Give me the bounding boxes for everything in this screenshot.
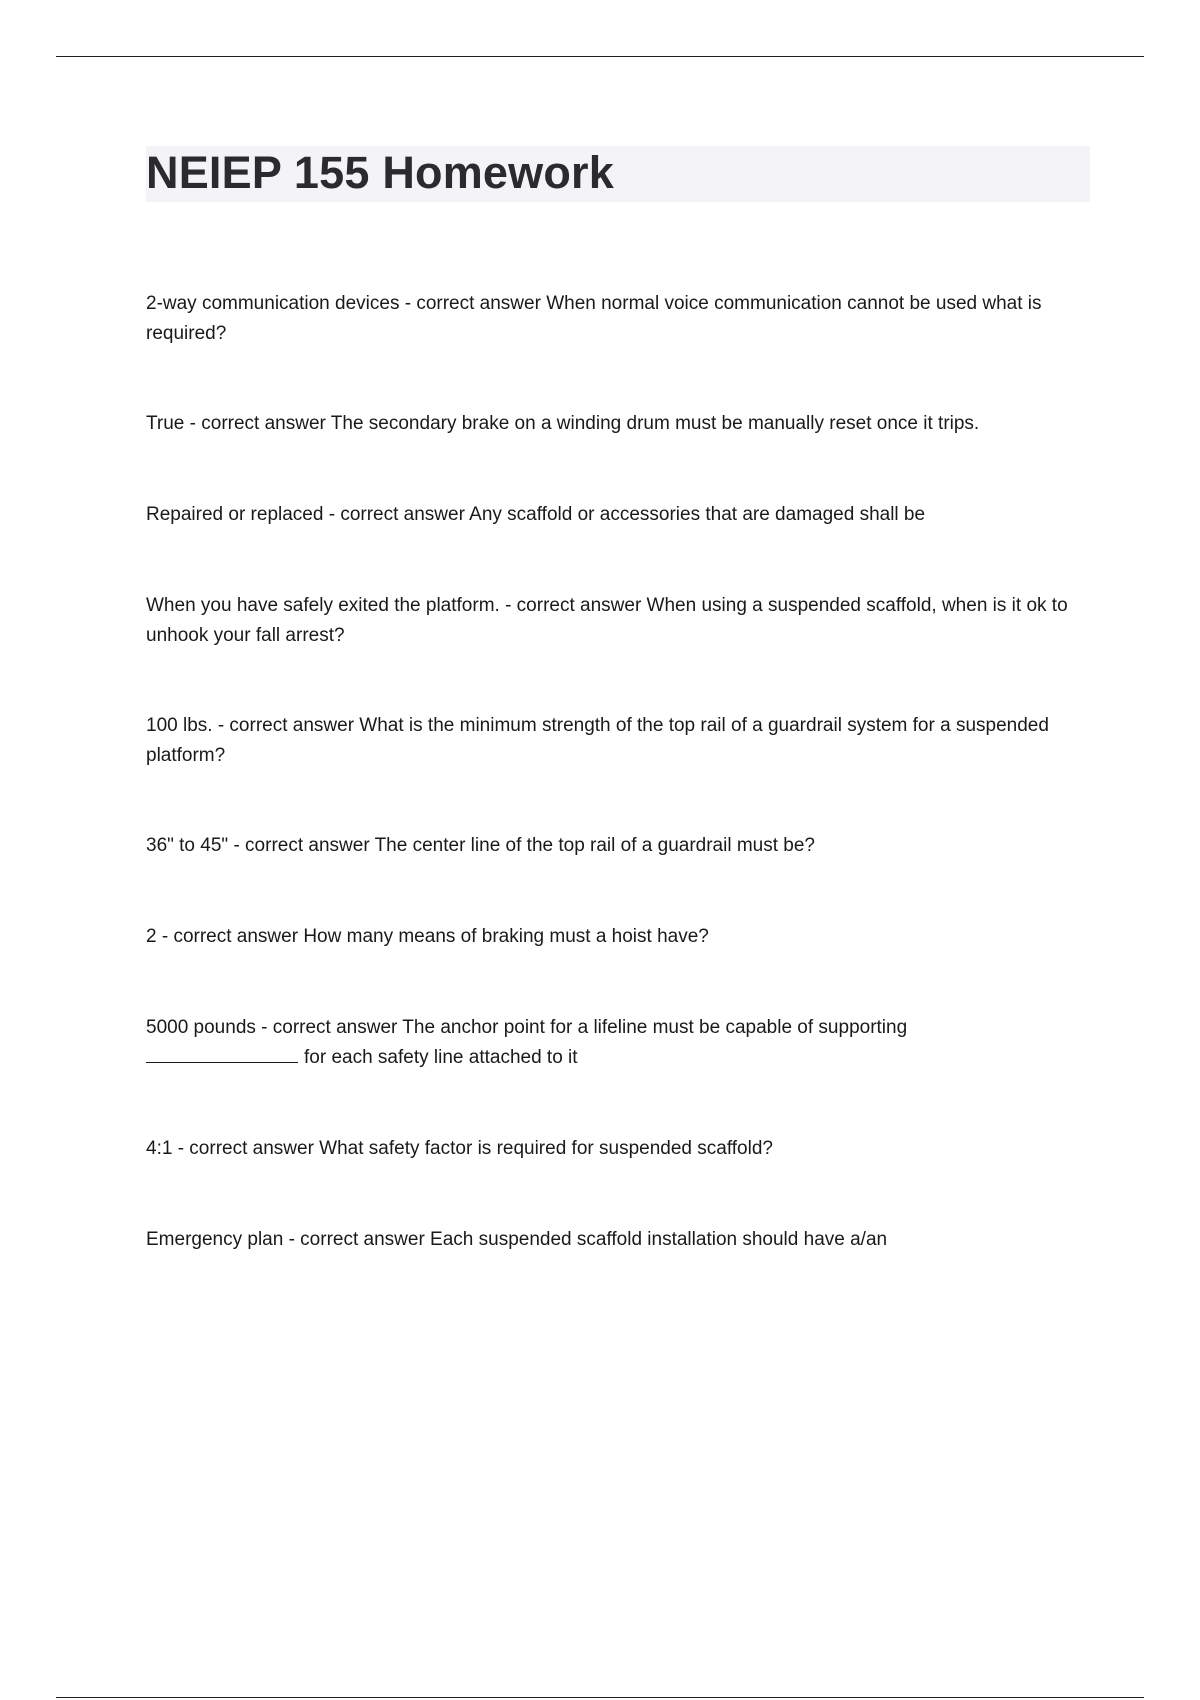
qa-item-line <box>146 1043 1096 1073</box>
header-rule <box>56 56 1144 57</box>
qa-item-line: 5000 pounds - correct answer The anchor point for a lifeline must be capable of supporting <box>146 1017 908 1038</box>
answer-blank <box>146 1044 298 1063</box>
qa-item: When you have safely exited the platform. - correct answer When using a suspended scaffold, when is it ok to unhook your fall arrest? <box>146 595 1068 646</box>
qa-item <box>146 1013 1096 1073</box>
qa-item: 2 - correct answer How many means of braking must a hoist have? <box>146 926 709 947</box>
qa-item: 4:1 - correct answer What safety factor is required for suspended scaffold? <box>146 1138 773 1159</box>
qa-item: Repaired or replaced - correct answer Any scaffold or accessories that are damaged shall be <box>146 504 926 525</box>
footer-rule <box>56 1697 1144 1698</box>
qa-item: 36" to 45" - correct answer The center line of the top rail of a guardrail must be? <box>146 835 815 856</box>
qa-item: 100 lbs. - correct answer What is the minimum strength of the top rail of a guardrail system for a suspended platform? <box>146 715 1049 766</box>
qa-item: True - correct answer The secondary brake on a winding drum must be manually reset once it trips. <box>146 413 980 434</box>
qa-item-continuation: for each safety line attached to it <box>304 1047 578 1068</box>
qa-item: Emergency plan - correct answer Each suspended scaffold installation should have a/an <box>146 1229 888 1250</box>
document-title: NEIEP 155 Homework <box>146 147 614 198</box>
qa-item: 2-way communication devices - correct answer When normal voice communication cannot be used what is required? <box>146 293 1042 344</box>
